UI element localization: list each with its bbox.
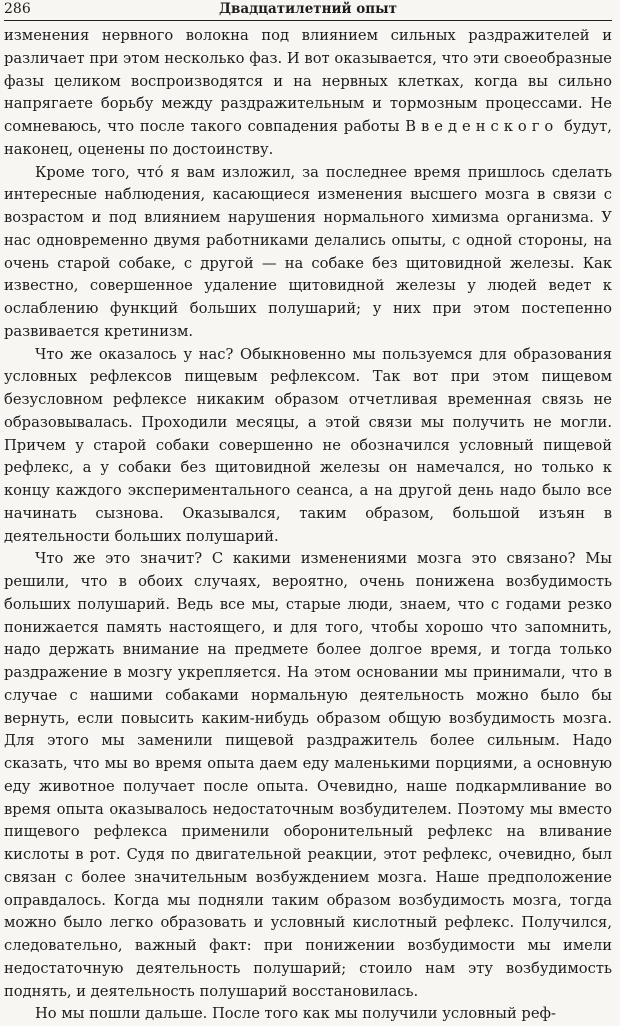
page-number: 286 <box>4 1 31 17</box>
paragraph-3: Что же оказалось у нас? Обыкновенно мы пользуемся для образования условных рефлексов пищевым рефлексом. Так вот при этом пищевом безусловном рефлексе никаким образом отчетливая временная связь не образовывалась. Проходили месяцы, а этой связи мы получить не могли. Причем у старой собаки совершенно не обозначился условный пищевой рефлекс, а у собаки без щитовидной железы он намечался, но только к концу каждого экспериментального сеанса, а на другой день надо было все начинать сызнова. Оказывался, таким образом, большой изъян в деятельности больших полушарий. <box>4 345 612 545</box>
paragraph-2: Кроме того, что́ я вам изложил, за последнее время пришлось сделать интересные наблюдения, касающиеся изменения высшего мозга в связи с возрастом и под влиянием нарушения нормального химизма организма. У нас одновременно двумя работниками делались опыты, с одной стороны, на очень старой собаке, с другой — на собаке без щитовидной железы. Как известно, совершенное удаление щитовидной железы у людей ведет к ослаблению функций больших полушарий; у них при этом постепенно развивается кретинизм. <box>4 163 612 340</box>
body-text <box>4 25 612 1026</box>
page-header <box>4 0 612 21</box>
paragraph-5: Но мы пошли дальше. После того как мы получили условный реф- <box>35 1005 556 1023</box>
paragraph-1-text-after: будут, наконец, оценены по достоинству. <box>4 118 612 158</box>
paragraph-4: Что же это значит? С какими изменениями мозга это связано? Мы решили, что в обоих случаях, вероятно, очень понижена возбудимость больших полушарий. Ведь все мы, старые люди, знаем, что с годами резко понижается память настоящего, и для того, чтобы хорошо что запомнить, надо держать внимание на предмете более долгое время, и тогда только раздражение в мозгу укрепляется. На этом основании мы принимали, что в случае с нашими собаками нормальную деятельность можно было бы вернуть, если повысить каким-нибудь образом общую возбудимость мозга. Для этого мы заменили пищевой раздражитель более сильным. Надо сказать, что мы во время опыта даем еду маленькими порциями, а основную еду животное получает после опыта. Очевидно, наше подкармливание во время опыта оказывалось недостаточным возбудителем. Поэтому мы вместо пищевого рефлекса применили оборонительный рефлекс на вливание кислоты в рот. Судя по двигательной реакции, этот рефлекс, очевидно, был связан с более значительным возбуждением мозга. Наше предположение оправдалось. Когда мы подняли таким образом возбудимость мозга, тогда можно было легко образовать и условный кислотный рефлекс. Получился, следовательно, важный факт: при понижении возбудимости мы имели недостаточную деятельность полушарий; стоило нам эту возбудимость поднять, и деятельность полушарий восстановилась. <box>4 550 612 1000</box>
paragraph-1-text-before: изменения нервного волокна под влиянием сильных раздражителей и различает при этом несколько фаз. И вот оказывается, что эти своеобразные фазы целиком воспроизводятся и на нервных клетках, когда вы сильно напрягаете борьбу между раздражительным и тормозным процессами. Не сомневаюсь, что после такого совпадения работы <box>4 27 612 135</box>
author-name-spaced: Введенского <box>405 118 559 135</box>
paragraph-1 <box>4 25 612 162</box>
running-title: Двадцатилетний опыт <box>218 1 398 17</box>
